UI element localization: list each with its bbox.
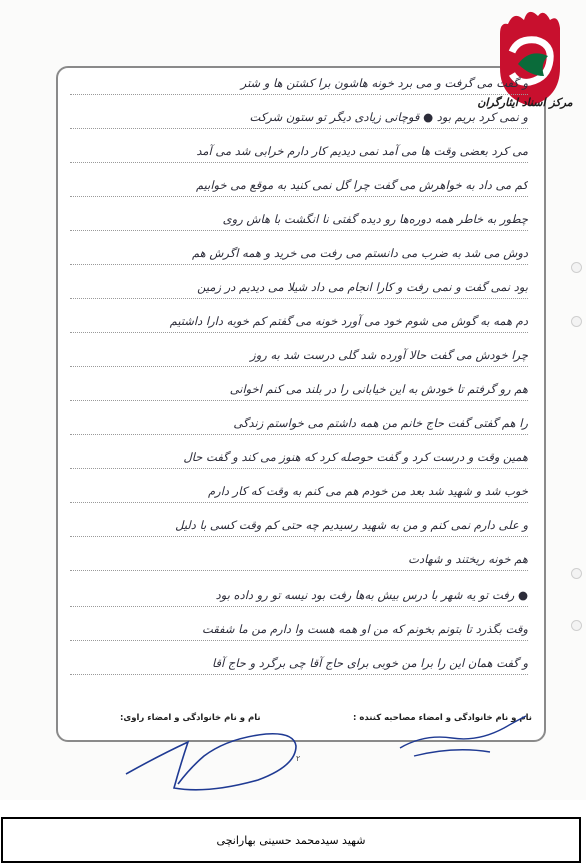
handwritten-line: و گفت می گرفت و می برد خونه هاشون برا کشتن ها و شتر <box>70 70 528 95</box>
handwritten-line: چرا خودش می گفت حالا آورده شد گلی درست شد به روز <box>70 342 528 367</box>
narrator-label: نام و نام خانوادگی و امضاء راوی: <box>120 713 261 723</box>
handwritten-line: هم رو گرفتم تا خودش به این خیابانی را در بلند می کنم اخوانی <box>70 376 528 401</box>
binder-hole <box>571 316 582 327</box>
handwritten-line: و علی دارم نمی کنم و من به شهید رسیدیم چه حتی کم وقت کسی با دلیل <box>70 512 528 537</box>
binder-hole <box>571 568 582 579</box>
caption-text: شهید سیدمحمد حسینی بهارانچی <box>216 833 366 847</box>
page-number: ۲ <box>296 754 301 763</box>
handwritten-line: خوب شد و شهید شد بعد من خودم هم می کنم به وقت که کار دارم <box>70 478 528 503</box>
handwritten-line: بود نمی گفت و نمی رفت و کارا انجام می داد شیلا می دیدیم در زمین <box>70 274 528 299</box>
archive-logo-text: مرکز اسناد ایثارگران <box>477 96 573 109</box>
interviewer-signature-icon <box>394 708 534 764</box>
interviewer-label: نام و نام خانوادگی و امضاء مصاحبه کننده : <box>352 713 532 723</box>
handwritten-line: هم خونه ریختند و شهادت <box>70 546 528 571</box>
handwritten-line: وقت بگذرد تا بتونم بخونم که من او همه هست وا دارم من ما شفقت <box>70 616 528 641</box>
handwritten-line: کم می داد به خواهرش می گفت چرا گل نمی کنید به موقع می خوابیم <box>70 172 528 197</box>
handwritten-line: ● رفت تو یه شهر با درس بیش به‌ها رفت بود نیسه تو رو داده بود <box>70 582 528 607</box>
handwritten-line: دوش می شد به ضرب می دانستم می رفت می خرید و همه اگرش هم <box>70 240 528 265</box>
handwritten-line: را هم گفتی گفت حاج خانم من همه داشتم می خواستم زندگی <box>70 410 528 435</box>
handwritten-line: چطور به خاطر همه دوره‌ها رو دیده گفتی نا انگشت با هاش روی <box>70 206 528 231</box>
handwritten-lines <box>70 70 528 710</box>
binder-hole <box>571 262 582 273</box>
handwritten-line: همین وقت و درست کرد و گفت حوصله کرد که هنوز می کند و گفت حال <box>70 444 528 469</box>
handwritten-line: دم همه به گوش می شوم خود می آورد خونه می گفتم کم خوبه دارا داشتیم <box>70 308 528 333</box>
handwritten-line: و گفت همان این را برا من خوبی برای حاج آقا چی برگرد و حاج آقا <box>70 650 528 675</box>
handwritten-line: و نمی کرد بریم بود ● قوچانی زیادی دیگر تو ستون شرکت <box>70 104 528 129</box>
narrator-signature-icon <box>118 722 308 798</box>
binder-hole <box>571 620 582 631</box>
caption-box <box>1 817 581 863</box>
handwritten-line: می کرد بعضی وقت ها می آمد نمی دیدیم کار دارم خرابی شد می آمد <box>70 138 528 163</box>
